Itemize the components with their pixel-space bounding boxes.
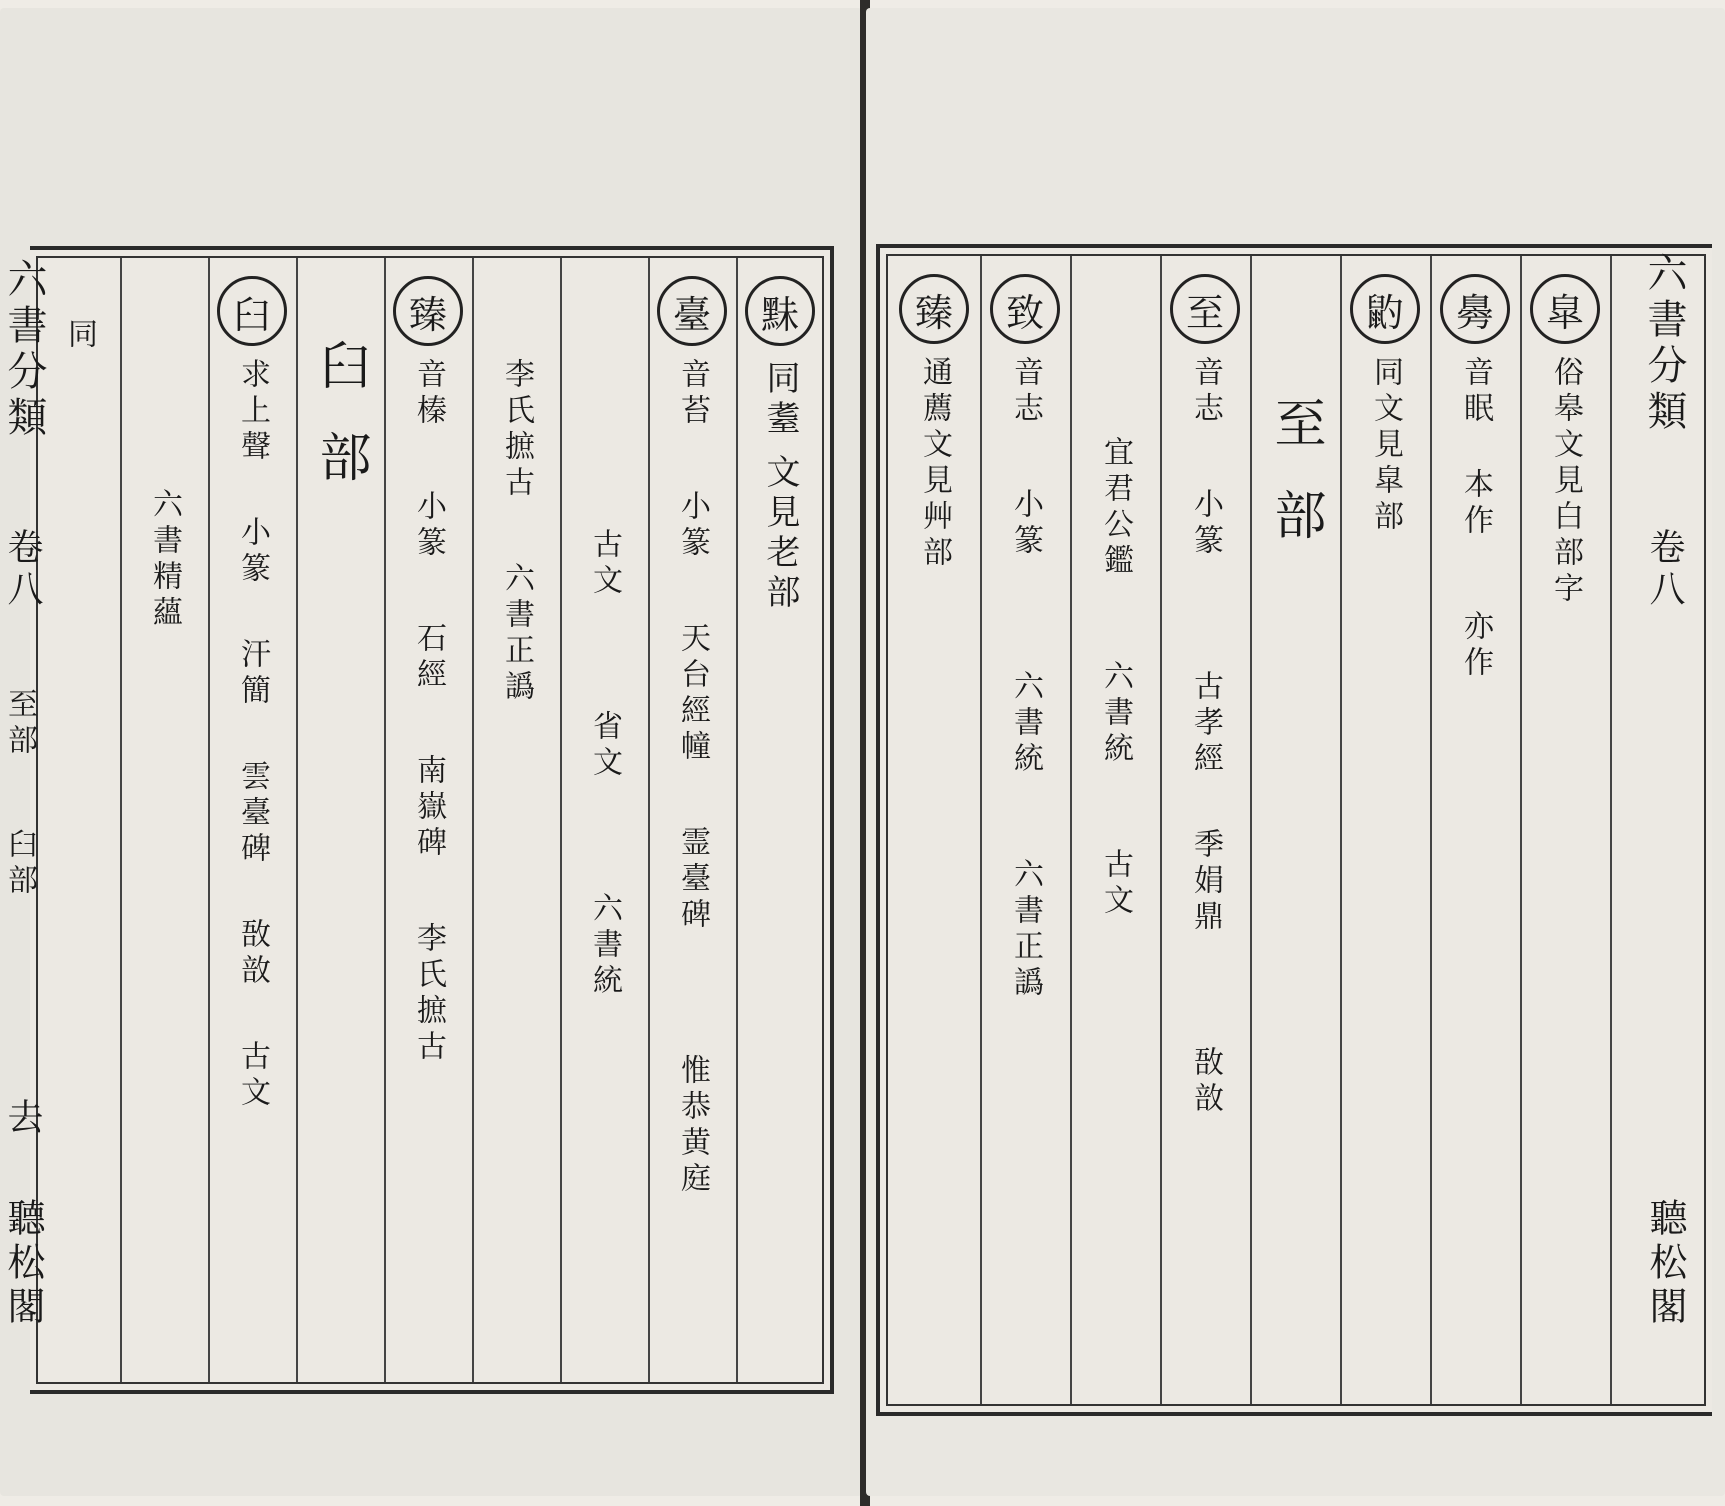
gloss: 同耋 [760,360,800,440]
right-page-inner-border [886,254,1706,1406]
gloss: 統 [1008,742,1043,778]
gloss: 碑 [675,898,710,934]
entry-column [1070,256,1160,1404]
head-character: 臼 [217,276,287,346]
gloss: 經 [1188,742,1223,778]
gloss: 摭古 [411,994,446,1066]
gloss: 統 [1098,732,1133,768]
section-heading: 至部 [1265,396,1325,580]
gloss: 省文 [587,710,622,782]
fold-title: 六書分類 [1641,252,1687,436]
left-page-inner-border [36,256,824,1384]
gloss: 摭古 [499,430,534,502]
entry-column [38,258,120,1382]
gloss: 敔敨 [235,918,270,990]
head-character: 䵢 [745,276,815,346]
head-character: 致 [990,274,1060,344]
gloss: 同 [62,318,97,354]
gloss: 聲 [235,430,270,466]
gloss: 汗簡 [235,638,270,710]
gloss: 霊臺 [675,826,710,898]
head-character: 臻 [899,274,969,344]
gloss: 天台 [675,622,710,694]
gloss: 文見艸部 [917,428,952,572]
fold-publisher: 聽松閣 [1643,1198,1687,1330]
gloss: 經幢 [675,694,710,766]
gloss: 雲臺 [235,760,270,832]
entry-column [384,258,472,1382]
gloss: 惟恭 [675,1054,710,1126]
column-rule [1610,256,1612,1404]
entry-column [1340,256,1430,1404]
gloss: 古文 [235,1040,270,1112]
gloss: 鼎 [1188,900,1223,936]
gloss: 音志 [1008,356,1043,428]
gloss: 通薦 [917,356,952,428]
gloss: 石經 [411,622,446,694]
right-page [866,8,1725,1496]
section-heading-column [1250,256,1340,1404]
fold-volume: 卷八 [1644,528,1685,612]
fold-section: 臼部 [2,828,37,900]
gloss: 小篆 [235,516,270,588]
entry-column [1160,256,1250,1404]
left-page-frame [30,246,834,1394]
head-character: 臱 [1440,274,1510,344]
entry-column [472,258,560,1382]
entry-column [120,258,208,1382]
gloss: 碑 [235,832,270,868]
gloss: 六書 [1098,660,1133,732]
gloss: 公鑑 [1098,508,1133,580]
gloss: 統 [587,964,622,1000]
gloss: 六書 [587,892,622,964]
entry-column [888,256,980,1404]
gloss: 同 [1368,356,1403,392]
gloss: 六書 [499,562,534,634]
gloss: 古文 [1098,848,1133,920]
gloss: 古孝 [1188,670,1223,742]
gloss: 六書 [1008,858,1043,930]
gloss: 小篆 [1008,488,1043,560]
gloss: 李氏 [499,358,534,430]
page-number: 去 [2,1098,43,1140]
gloss: 求上 [235,358,270,430]
entry-column [560,258,648,1382]
entry-column [1520,256,1610,1404]
entry-column [208,258,296,1382]
gloss: 碑 [411,826,446,862]
gloss: 小篆 [1188,488,1223,560]
gloss: 季娟 [1188,828,1223,900]
gloss: 六書 [1008,670,1043,742]
fold-volume: 卷八 [2,528,43,612]
gloss: 亦作 [1458,610,1493,682]
gloss: 俗皋文見白部 [1548,356,1583,572]
gloss: 古文 [587,528,622,600]
gloss: 敔敨 [1188,1046,1223,1118]
head-character: 至 [1170,274,1240,344]
section-heading-column [296,258,384,1382]
gloss: 正譌 [499,634,534,706]
head-character: 皐 [1530,274,1600,344]
left-page [0,8,862,1496]
fold-title: 六書分類 [1,258,47,442]
head-character: 臺 [657,276,727,346]
gloss: 正譌 [1008,930,1043,1002]
gloss: 本作 [1458,468,1493,540]
head-character: 䶂 [1350,274,1420,344]
gloss: 字 [1548,572,1583,608]
gloss: 李氏 [411,922,446,994]
entry-column [736,258,824,1382]
gloss: 文見老部 [760,454,800,614]
gloss: 小篆 [675,490,710,562]
gloss: 六書 [147,488,182,560]
right-page-frame [876,244,1712,1416]
gloss: 黄庭 [675,1126,710,1198]
entry-column [1430,256,1520,1404]
entry-column [980,256,1070,1404]
gloss: 音志 [1188,356,1223,428]
gloss: 音眠 [1458,356,1493,428]
gloss: 文見皐部 [1368,392,1403,536]
gloss: 精蘊 [147,560,182,632]
head-character: 臻 [393,276,463,346]
fold-publisher: 聽松閣 [1,1198,45,1330]
gloss: 音苔 [675,358,710,430]
gloss: 音榛 [411,358,446,430]
entry-column [648,258,736,1382]
gloss: 小篆 [411,490,446,562]
section-heading: 臼部 [310,338,370,522]
fold-section: 至部 [2,688,37,760]
gloss: 南嶽 [411,754,446,826]
gloss: 宜君 [1098,436,1133,508]
